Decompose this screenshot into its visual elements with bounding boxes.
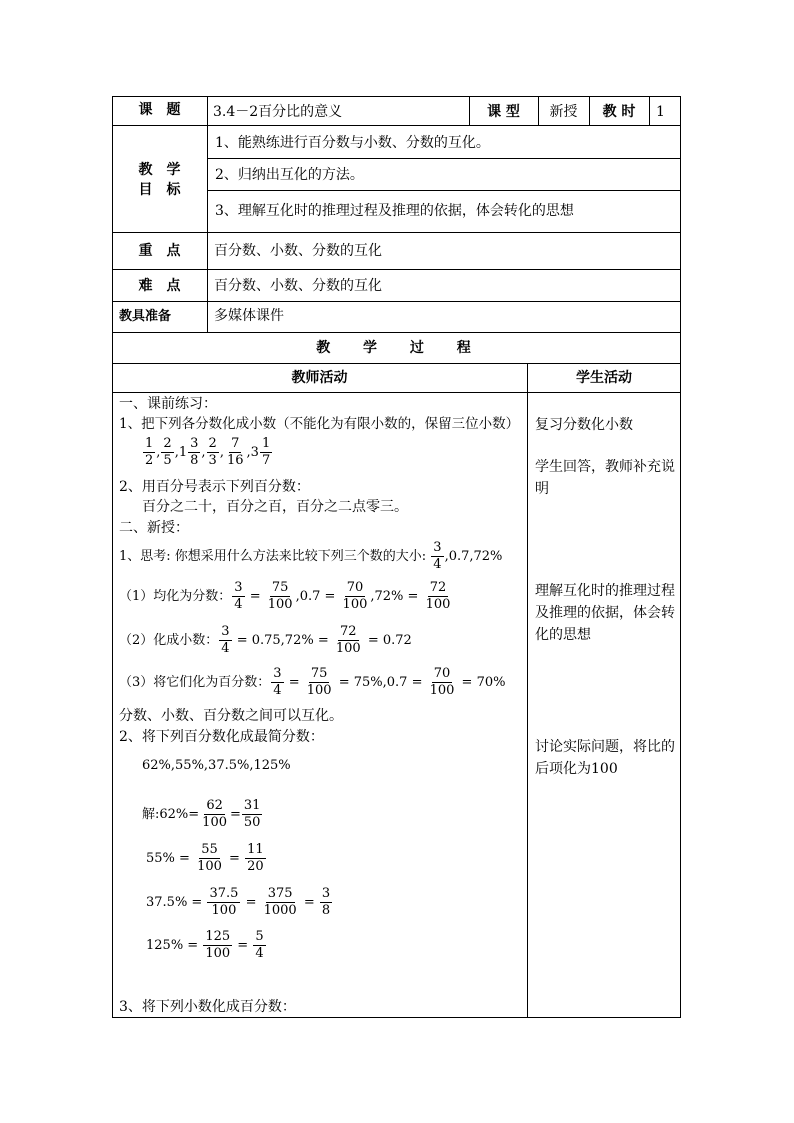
student-column-header: 学生活动 bbox=[576, 370, 632, 386]
key-point-label: 重 点 bbox=[138, 243, 181, 259]
teacher-line: 2、用百分号表示下列百分数： bbox=[119, 479, 310, 495]
difficulty-value: 百分数、小数、分数的互化 bbox=[214, 278, 382, 294]
col-divider bbox=[649, 96, 650, 125]
type-label: 课 型 bbox=[487, 104, 520, 120]
row-divider bbox=[112, 332, 681, 333]
hours-value: 1 bbox=[656, 104, 665, 120]
teacher-line: 一、课前练习： bbox=[119, 396, 217, 412]
row-divider bbox=[112, 392, 681, 393]
teacher-line: （2）化成小数： $\frac{3}{4}$ = 0.75,72% = $\frac{72}{100}$ = 0.72 bbox=[119, 624, 412, 656]
row-divider bbox=[112, 125, 681, 126]
row-divider bbox=[207, 190, 681, 191]
teacher-line: 百分之二十，百分之百，百分之二点零三。 bbox=[142, 499, 408, 515]
difficulty-label: 难 点 bbox=[138, 278, 181, 294]
objectives-label-line2: 目 标 bbox=[138, 182, 181, 198]
solution-line: 125% = $\frac{125}{100}$ = $\frac{5}{4}$ bbox=[146, 929, 264, 961]
objective-item: 1、能熟练进行百分数与小数、分数的互化。 bbox=[215, 135, 490, 151]
fraction-list: $\frac{1}{2}$ , $\frac{2}{5}$ ,1 $\frac{3}{8}$ , $\frac{2}{3}$ , $\frac{7}{16}$ ,3 $\frac{1}{7}$ bbox=[145, 436, 271, 468]
objective-item: 3、理解互化时的推理过程及推理的依据，体会转化的思想 bbox=[215, 203, 574, 219]
row-divider bbox=[112, 363, 681, 364]
student-note: 理解互化时的推理过程及推理的依据，体会转化的思想 bbox=[535, 583, 675, 643]
col-divider bbox=[527, 363, 528, 1018]
materials-value: 多媒体课件 bbox=[214, 308, 284, 324]
solution-line: 55% = $\frac{55}{100}$ = $\frac{11}{20}$ bbox=[146, 842, 264, 874]
student-note: 讨论实际问题，将比的后项化为100 bbox=[535, 739, 675, 777]
teacher-line: 2、将下列百分数化成最简分数： bbox=[119, 729, 324, 745]
row-divider bbox=[112, 269, 681, 270]
teacher-line: 3、将下列小数化成百分数： bbox=[119, 999, 296, 1015]
teacher-line: （3）将它们化为百分数： $\frac{3}{4}$ = $\frac{75}{100}$ = 75%,0.7 = $\frac{70}{100}$ = 70% bbox=[119, 666, 506, 698]
materials-label: 教具准备 bbox=[119, 309, 172, 324]
teacher-line: 二、新授： bbox=[119, 520, 189, 536]
process-title: 教 学 过 程 bbox=[316, 340, 477, 356]
solution-line: 解:62%= $\frac{62}{100}$ = $\frac{31}{50}$ bbox=[142, 798, 261, 830]
col-divider bbox=[207, 96, 208, 332]
teacher-line: 62%,55%,37.5%,125% bbox=[142, 758, 291, 773]
teacher-line: 1、把下列各分数化成小数（不能化为有限小数的，保留三位小数） bbox=[119, 416, 520, 432]
teacher-column-header: 教师活动 bbox=[291, 370, 348, 386]
objectives-label-line1: 教 学 bbox=[138, 162, 181, 178]
row-divider bbox=[112, 301, 681, 302]
objective-item: 2、归纳出互化的方法。 bbox=[215, 167, 364, 183]
teacher-line: 分数、小数、百分数之间可以互化。 bbox=[119, 708, 343, 724]
row-divider bbox=[112, 232, 681, 233]
course-value: 3.4－2百分比的意义 bbox=[213, 104, 343, 120]
teacher-line: （1）均化为分数： $\frac{3}{4}$ = $\frac{75}{100}$ ,0.7 = $\frac{70}{100}$ ,72% = $\frac{72}{100}$ bbox=[119, 580, 451, 612]
teacher-line: 1、思考: 你想采用什么方法来比较下列三个数的大小: $\frac{3}{4}$ ,0.7,72% bbox=[119, 540, 503, 572]
key-point-value: 百分数、小数、分数的互化 bbox=[214, 243, 382, 259]
solution-line: 37.5% = $\frac{37.5}{100}$ = $\frac{375}{1000}$ = $\frac{3}{8}$ bbox=[146, 886, 331, 918]
hours-label: 教 时 bbox=[602, 104, 636, 120]
course-label: 课 题 bbox=[138, 102, 181, 118]
student-note: 学生回答，教师补充说明 bbox=[535, 459, 675, 497]
type-value: 新授 bbox=[549, 104, 578, 120]
row-divider bbox=[207, 158, 681, 159]
student-note: 复习分数化小数 bbox=[535, 417, 633, 433]
